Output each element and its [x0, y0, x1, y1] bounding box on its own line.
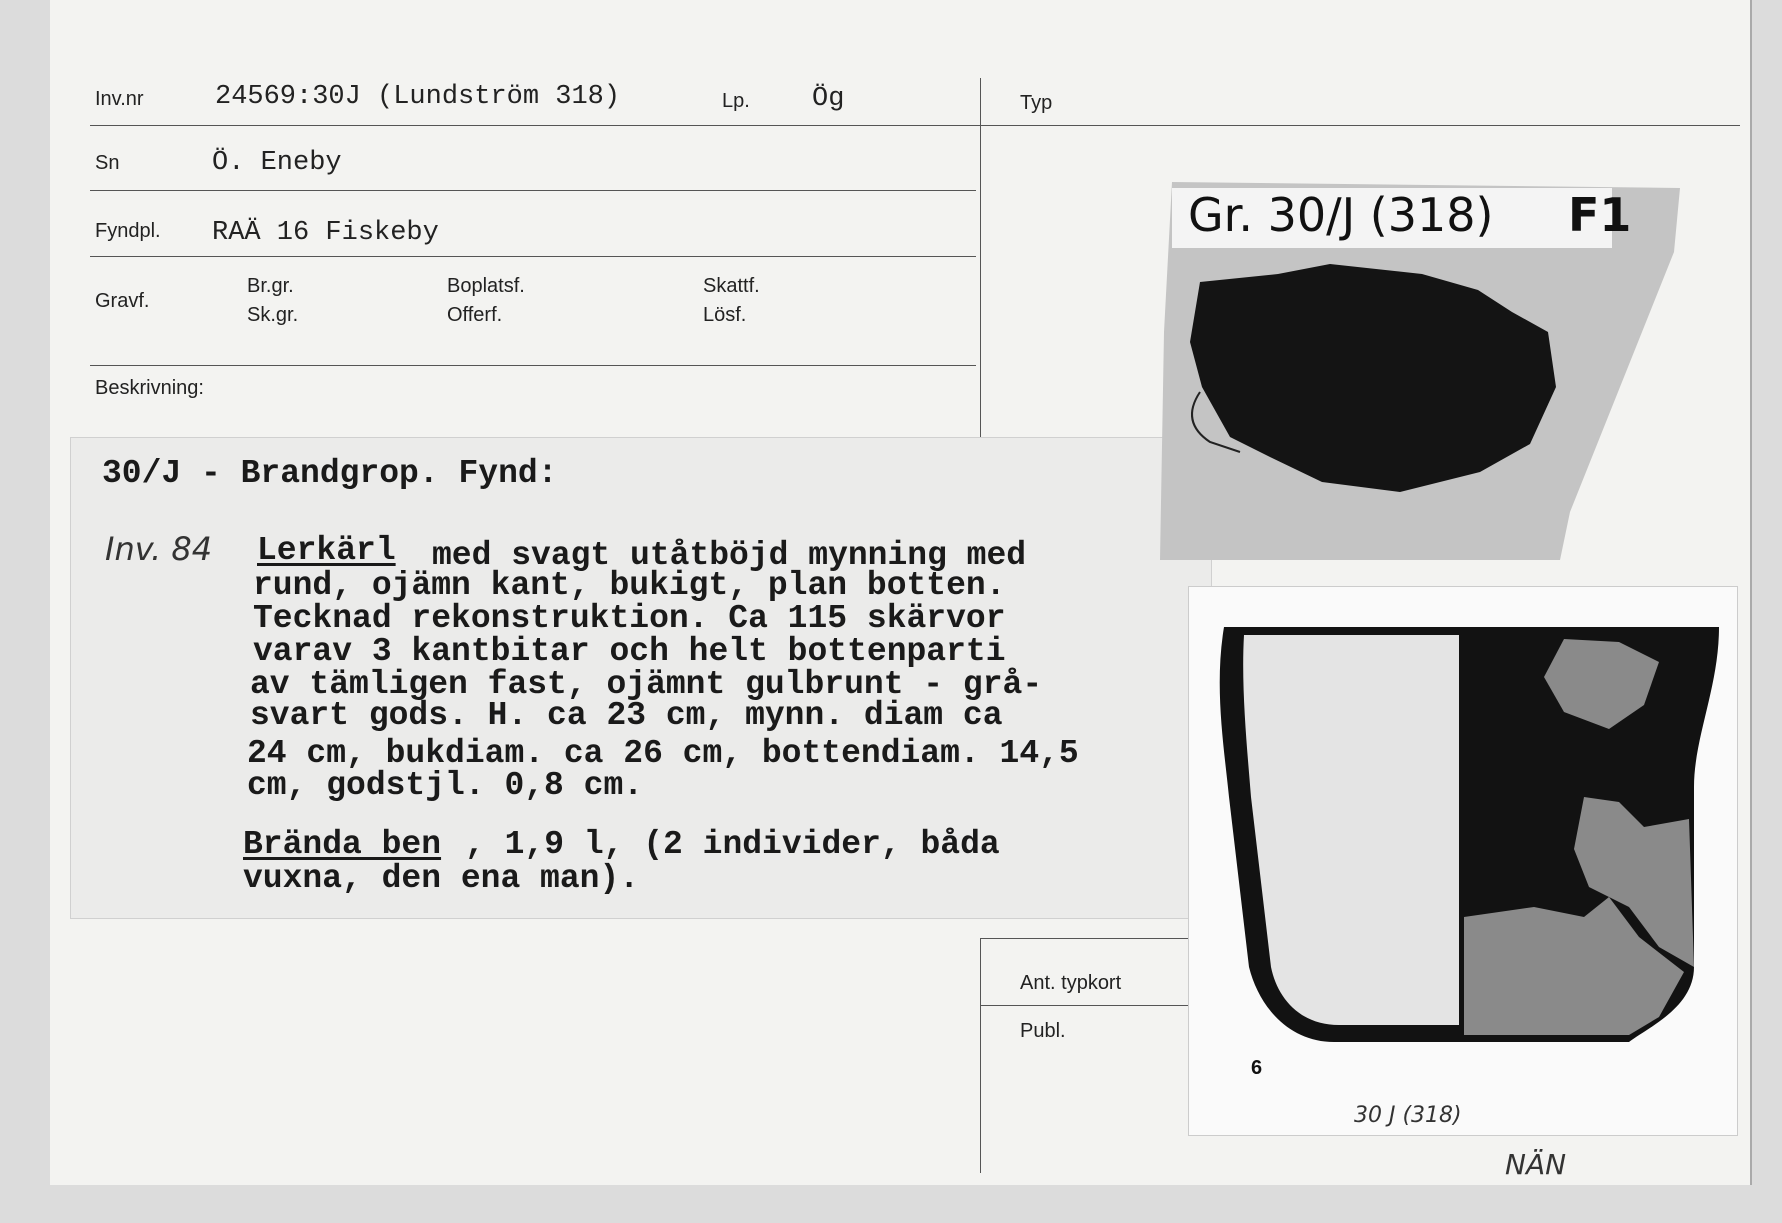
slip-line: cm, godstjl. 0,8 cm. — [247, 767, 644, 804]
column-divider — [980, 78, 981, 448]
divider — [90, 256, 976, 257]
first-word: Lerkärl — [257, 532, 396, 569]
inv-value: 24569:30J (Lundström 318) — [215, 82, 621, 112]
slip-line: rund, ojämn kant, bukigt, plan botten. — [253, 567, 1006, 604]
divider — [90, 190, 976, 191]
sherd-photo — [1160, 182, 1680, 560]
bones-word: Brända ben — [243, 826, 442, 863]
fyndpl-label: Fyndpl. — [95, 220, 161, 242]
bones-rest: , 1,9 l, (2 individer, båda — [465, 826, 1000, 863]
photo-label: Gr. 30/J (318) — [1188, 188, 1494, 242]
signature: NÄN — [1505, 1148, 1567, 1181]
boplatsf-label: Boplatsf. — [447, 275, 525, 297]
gravf-label: Gravf. — [95, 290, 150, 312]
publ-label: Publ. — [1020, 1020, 1066, 1042]
photo-code: F1 — [1568, 188, 1632, 242]
divider — [90, 125, 1740, 126]
brgr-label: Br.gr. — [247, 275, 294, 297]
skattf-label: Skattf. — [703, 275, 760, 297]
slip-line: av tämligen fast, ojämnt gulbrunt - grå- — [250, 666, 1043, 703]
drawing-caption: 30 J (318) — [1354, 1103, 1462, 1128]
bones-line2: vuxna, den ena man). — [243, 860, 640, 897]
column-divider — [980, 938, 981, 1173]
inv-label: Inv.nr — [95, 88, 144, 110]
divider — [980, 1005, 1190, 1006]
slip-heading: 30/J - Brandgrop. Fynd: — [102, 455, 558, 492]
offerf-label: Offerf. — [447, 304, 503, 326]
slip-line: 24 cm, bukdiam. ca 26 cm, bottendiam. 14,5 — [247, 735, 1079, 772]
margin-note: Inv. 84 — [105, 530, 213, 568]
slip-line: med svagt utåtböjd mynning med — [432, 537, 1027, 574]
divider — [980, 938, 1190, 939]
slip-line: varav 3 kantbitar och helt bottenparti — [253, 633, 1006, 670]
drawing-number: 6 — [1251, 1057, 1263, 1079]
sn-value: Ö. Eneby — [212, 148, 342, 178]
typ-label: Typ — [1020, 92, 1053, 114]
vessel-drawing — [1188, 586, 1738, 1136]
slip-line: Tecknad rekonstruktion. Ca 115 skärvor — [253, 600, 1006, 637]
fyndpl-value: RAÄ 16 Fiskeby — [212, 218, 439, 248]
ant-typkort-label: Ant. typkort — [1020, 972, 1122, 994]
losf-label: Lösf. — [703, 304, 747, 326]
skgr-label: Sk.gr. — [247, 304, 299, 326]
divider — [90, 365, 976, 366]
beskrivning-label: Beskrivning: — [95, 377, 204, 399]
slip-line: svart gods. H. ca 23 cm, mynn. diam ca — [250, 697, 1003, 734]
lp-value: Ög — [812, 84, 845, 114]
lp-label: Lp. — [722, 90, 750, 112]
sn-label: Sn — [95, 152, 120, 174]
